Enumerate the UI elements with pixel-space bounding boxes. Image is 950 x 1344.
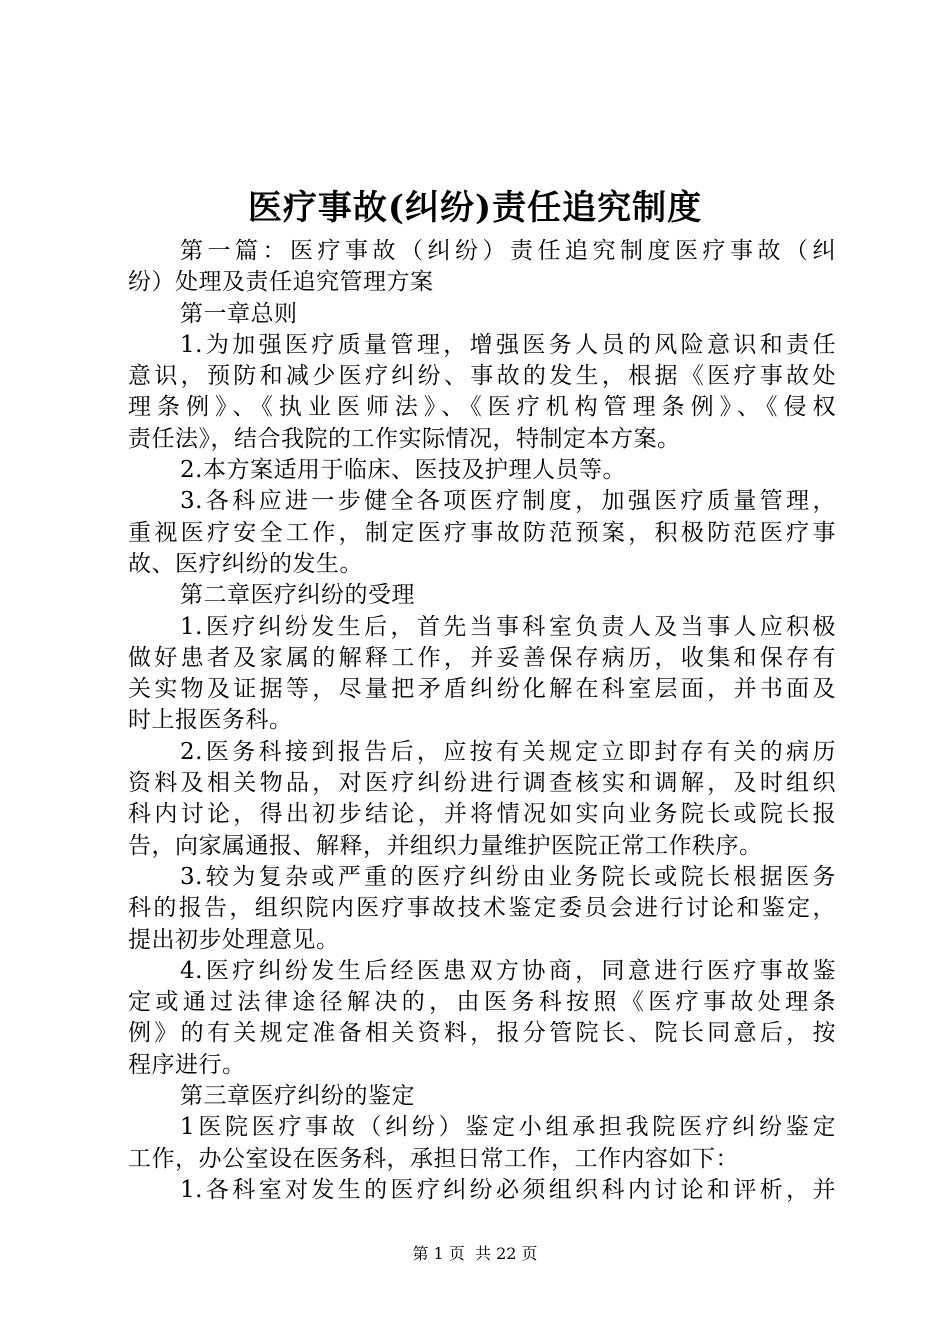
text-line: 关实物及证据等，尽量把矛盾纠纷化解在科室层面，并书面及 [128,676,836,703]
text-line: 理条例》、《执业医师法》、《医疗机构管理条例》、《侵权 [128,394,836,421]
text-line: 纷）处理及责任追究管理方案 [128,269,434,296]
text-line: 3.较为复杂或严重的医疗纠纷由业务院长或院长根据医务 [180,863,836,890]
text-line: 例》的有关规定准备相关资料，报分管院长、院长同意后，按 [128,1020,836,1047]
text-line: 1医院医疗事故（纠纷）鉴定小组承担我院医疗纠纷鉴定 [180,1114,836,1141]
text-line: 3.各科应进一步健全各项医疗制度，加强医疗质量管理， [180,488,836,515]
document-body [128,236,836,1206]
text-line: 第一篇：医疗事故（纠纷）责任追究制度医疗事故（纠 [180,238,836,264]
text-line: 程序进行。 [128,1051,246,1078]
text-line: 资料及相关物品，对医疗纠纷进行调查核实和调解，及时组织 [128,770,836,797]
text-line: 重视医疗安全工作，制定医疗事故防范预案，积极防范医疗事 [128,519,836,546]
page-number: 第 1 页 共 22 页 [412,1244,538,1263]
text-line: 1.为加强医疗质量管理，增强医务人员的风险意识和责任 [180,331,836,358]
text-line: 1.各科室对发生的医疗纠纷必须组织科内讨论和评析，并 [180,1176,836,1203]
chapter-heading: 第二章医疗纠纷的受理 [180,582,415,609]
text-line: 科内讨论，得出初步结论，并将情况如实向业务院长或院长报 [128,801,836,828]
text-line: 告，向家属通报、解释，并组织力量维护医院正常工作秩序。 [128,832,763,859]
chapter-heading: 第一章总则 [180,300,298,327]
text-line: 责任法》，结合我院的工作实际情况，特制定本方案。 [128,425,681,452]
text-line: 定或通过法律途径解决的，由医务科按照《医疗事故处理条 [128,989,836,1016]
text-line: 1.医疗纠纷发生后，首先当事科室负责人及当事人应积极 [180,613,836,640]
text-line: 科的报告，组织院内医疗事故技术鉴定委员会进行讨论和鉴定， [128,895,836,922]
text-line: 4.医疗纠纷发生后经医患双方协商，同意进行医疗事故鉴 [180,957,836,984]
text-line: 故、医疗纠纷的发生。 [128,550,363,577]
document-title: 医疗事故(纠纷)责任追究制度 [247,188,703,228]
text-line: 做好患者及家属的解释工作，并妥善保存病历，收集和保存有 [128,644,836,671]
text-line: 2.本方案适用于临床、医技及护理人员等。 [180,457,626,484]
text-line: 2.医务科接到报告后，应按有关规定立即封存有关的病历 [180,738,836,765]
text-line: 意识，预防和减少医疗纠纷、事故的发生，根据《医疗事故处 [128,363,836,390]
text-line: 提出初步处理意见。 [128,926,340,953]
chapter-heading: 第三章医疗纠纷的鉴定 [180,1083,415,1110]
text-line: 时上报医务科。 [128,707,293,734]
text-line: 工作，办公室设在医务科，承担日常工作，工作内容如下： [128,1145,739,1172]
